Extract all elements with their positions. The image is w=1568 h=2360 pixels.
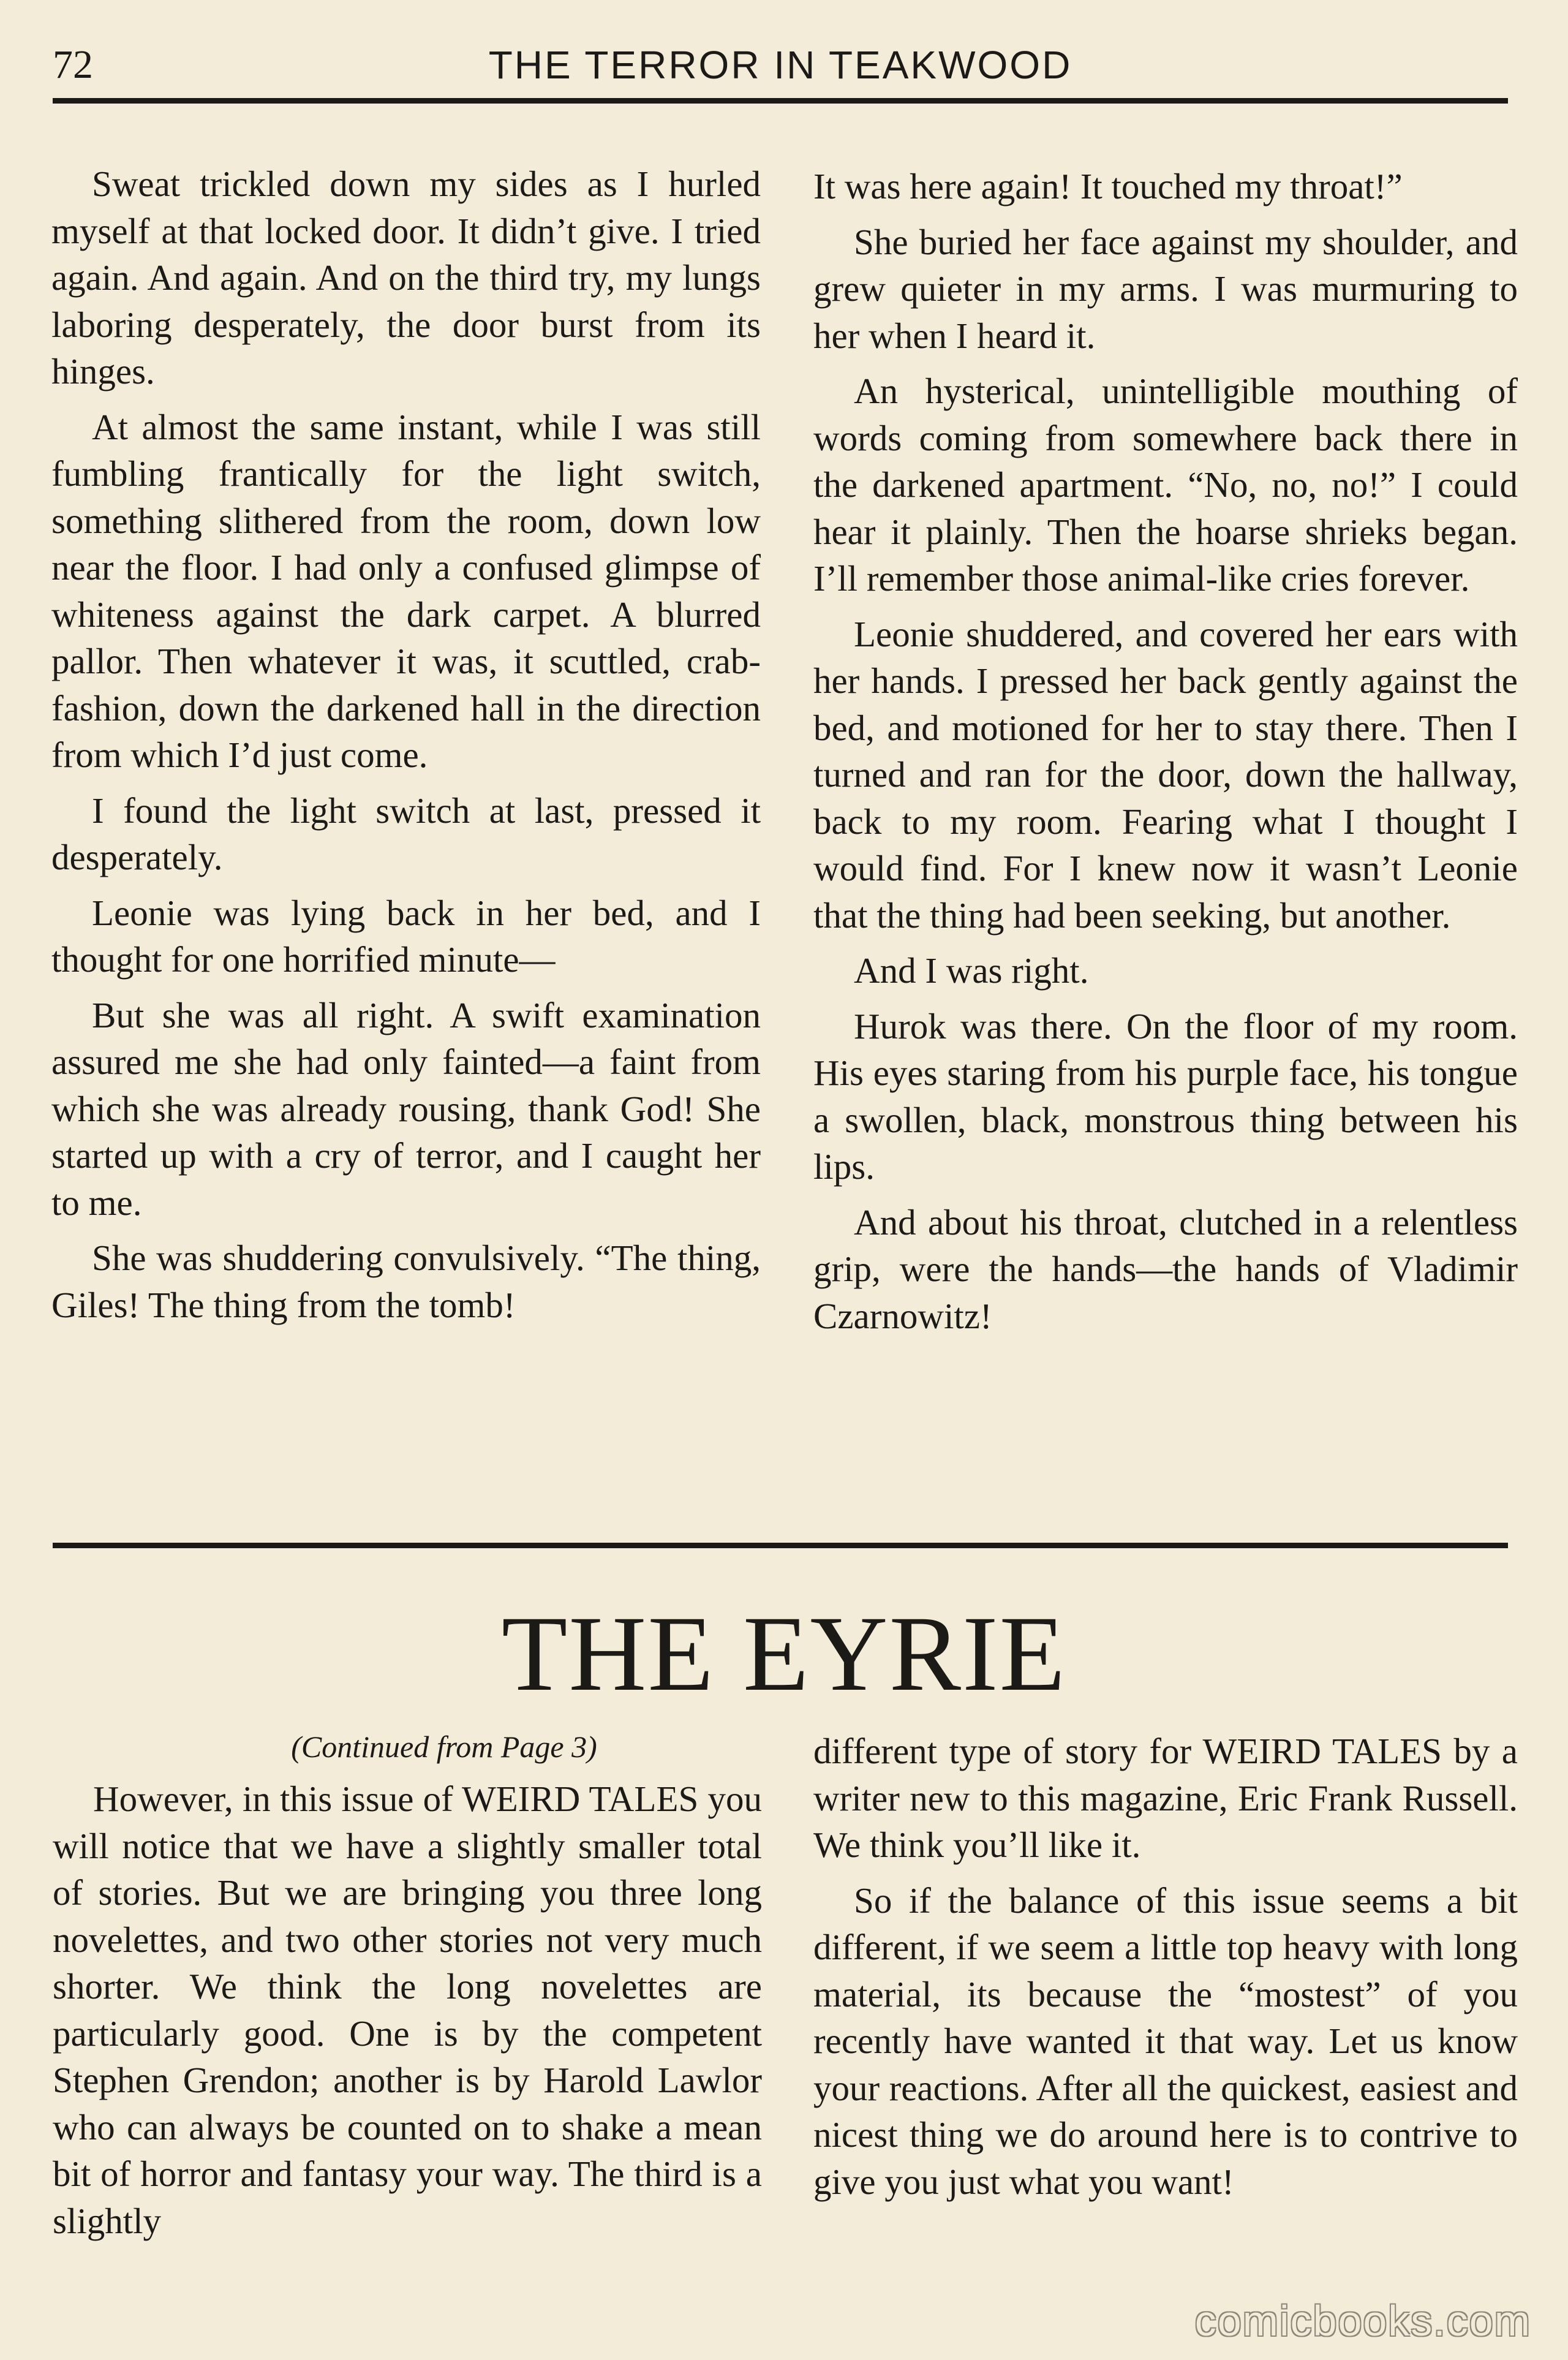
eyrie-column-left [53,1727,762,2253]
header-rule [53,98,1508,104]
paragraph: And I was right. [854,950,1089,991]
section-title: THE EYRIE [501,1594,1067,1714]
running-title: THE TERROR IN TEAKWOOD [488,43,1072,87]
paragraph: She was shuddering convulsively. “The thing, Giles! The thing from the tomb! [51,1238,761,1325]
continued-note: (Continued from Page 3) [291,1730,597,1764]
section-divider-rule [53,1543,1508,1548]
running-header [53,37,1508,92]
paragraph: Hurok was there. On the floor of my room. His eyes staring from his purple face, his tongue a swollen, black, monstrous thing between his lips. [813,1005,1518,1187]
paragraph-continuation: It was here again! It touched my throat!” [813,166,1403,206]
eyrie-column-right [813,1728,1518,2214]
paragraph: But she was all right. A swift examination assured me she had only fainted—a faint from which she was already rousing, thank God! She started up with a cry of terror, and I caught her to me. [51,994,761,1223]
paragraph: An hysterical, unintelligible mouthing of words coming from somewhere back there in the darkened apartment. “No, no, no!” I could hear it plainly. Then the hoarse shrieks began. I’ll remember those animal-like cries forever. [813,371,1518,599]
paragraph: At almost the same instant, while I was still fumbling frantically for the light switch, something slithered from the room, down low near the floor. I had only a confused glimpse of whiteness against the dark carpet. A blurred pallor. Then whatever it was, it scuttled, crab-fashion, down the darkened hall in the direction from which I’d just come. [51,406,761,775]
story-column-right [813,163,1518,1348]
paragraph: Leonie was lying back in her bed, and I thought for one horrified minute— [51,892,761,980]
paragraph: So if the balance of this issue seems a bit different, if we seem a little top heavy with long material, its because the “mostest” of you recently have wanted it that way. Let us know your reactions. After all the quickest, easiest and nicest thing we do around here is to contrive to give you just what you want! [813,1880,1518,2202]
paragraph: Sweat trickled down my sides as I hurled myself at that locked door. It didn’t give. I tried again. And again. And on the third try, my lungs laboring desperately, the door burst from its hinges. [51,164,761,391]
paragraph: And about his throat, clutched in a relentless grip, were the hands—the hands of Vladimir Czarnowitz! [813,1201,1518,1336]
paragraph: Leonie shuddered, and covered her ears with her hands. I pressed her back gently against the bed, and motioned for her to stay there. Then I turned and ran for the door, down the hallway, back to my room. Fearing what I thought I would find. For I knew now it wasn’t Leonie that the thing had been seeking, but another. [813,613,1518,936]
paragraph: However, in this issue of WEIRD TALES you will notice that we have a slightly smaller total of stories. But we are bringing you three long novelettes, and two other stories not very much shorter. We think the long novelettes are particularly good. One is by the competent Stephen Grendon; another is by Harold Lawlor who can always be counted on to shake a mean bit of horror and fantasy your way. The third is a slightly [53,1779,762,2241]
paragraph-continuation: different type of story for WEIRD TALES by a writer new to this magazine, Eric Frank Russell. We think you’ll like it. [813,1731,1518,1865]
page-number: 72 [53,42,93,87]
watermark: comicbooks.com [1194,2297,1531,2345]
paragraph: I found the light switch at last, pressed it desperately. [51,790,761,877]
paragraph: She buried her face against my shoulder, and grew quieter in my arms. I was murmuring to her when I heard it. [813,221,1518,356]
story-column-left [51,161,761,1337]
